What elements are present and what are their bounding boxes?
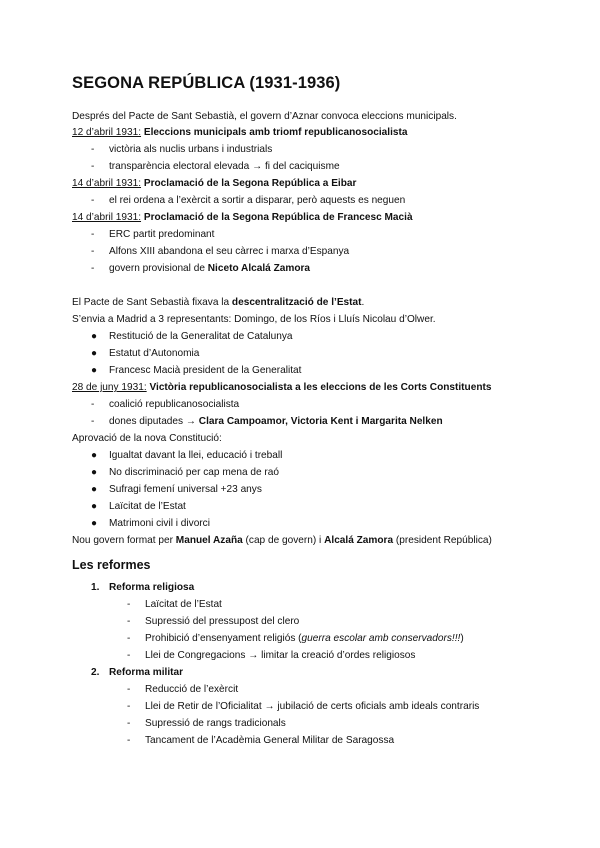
reforma-militar-title: Reforma militar (109, 667, 184, 678)
event-14-abril-eibar (72, 177, 356, 190)
list-number: 1. (91, 582, 100, 593)
event-28-juny (72, 381, 491, 394)
list-item: ERC partit predominant (109, 229, 215, 240)
dash-marker: - (91, 399, 95, 410)
constitucio-label: Aprovació de la nova Constitució: (72, 433, 222, 444)
event-12-abril (72, 126, 407, 139)
dash-marker: - (127, 701, 131, 712)
list-item: coalició republicanosocialista (109, 399, 240, 410)
pacte-text (72, 296, 364, 309)
event-title: Victòria republicanosocialista a les eleccions de les Corts Constituents (149, 382, 492, 393)
event-date: 12 d’abril 1931: (72, 127, 142, 138)
item-text: govern provisional de (109, 263, 208, 274)
list-item: Restitució de la Generalitat de Catalunya (109, 331, 293, 342)
item-suffix: ) (460, 633, 464, 644)
item-bold-text: Niceto Alcalá Zamora (207, 263, 311, 274)
bullet-marker: ● (91, 484, 98, 495)
list-number: 2. (91, 667, 100, 678)
dash-marker: - (127, 718, 131, 729)
item-bold-text: Clara Campoamor, Victoria Kent i Margarita Nelken (198, 416, 443, 427)
list-item: Llei de Retir de l’Oficialitat → jubilació de certs oficials amb ideals contraris (145, 701, 480, 712)
bullet-marker: ● (91, 467, 98, 478)
section-title-reformes: Les reformes (72, 558, 151, 572)
list-item: Sufragi femení universal +23 anys (109, 484, 262, 495)
event-title: Proclamació de la Segona República a Eibar (143, 178, 357, 189)
dash-marker: - (91, 161, 95, 172)
list-item (145, 632, 464, 645)
dash-marker: - (127, 633, 131, 644)
list-item: Alfons XIII abandona el seu càrrec i marxa d’Espanya (109, 246, 350, 257)
list-item: Supressió de rangs tradicionals (145, 718, 286, 729)
bullet-marker: ● (91, 501, 98, 512)
dash-marker: - (91, 229, 95, 240)
govern-azana: Manuel Azaña (175, 535, 243, 546)
item-text: Prohibició d’ensenyament religiós ( (145, 633, 302, 644)
event-date: 28 de juny 1931: (72, 382, 147, 393)
page-title: SEGONA REPÚBLICA (1931-1936) (72, 74, 341, 92)
reforma-religiosa-title: Reforma religiosa (109, 582, 195, 593)
list-item: victòria als nuclis urbans i industrials (109, 144, 273, 155)
bullet-marker: ● (91, 450, 98, 461)
pacte-bold: descentralització de l’Estat (231, 297, 362, 308)
intro-text: Després del Pacte de Sant Sebastià, el govern d’Aznar convoca eleccions municipals. (72, 111, 457, 122)
list-item (109, 415, 443, 428)
dash-marker: - (91, 246, 95, 257)
govern-mid: (cap de govern) i (242, 535, 325, 546)
bullet-marker: ● (91, 331, 98, 342)
list-item: Laïcitat de l’Estat (109, 501, 186, 512)
list-item: transparència electoral elevada → fi del caciquisme (109, 161, 340, 172)
list-item: Tancament de l’Acadèmia General Militar de Saragossa (145, 735, 395, 746)
event-14-abril-macia (72, 211, 413, 224)
dash-marker: - (127, 735, 131, 746)
dash-marker: - (127, 616, 131, 627)
list-item: No discriminació per cap mena de raó (109, 467, 279, 478)
list-item (109, 262, 310, 275)
event-date: 14 d’abril 1931: (72, 212, 142, 223)
list-item: Francesc Macià president de la Generalitat (109, 365, 302, 376)
dash-marker: - (91, 144, 95, 155)
list-item: Llei de Congregacions → limitar la creació d’ordes religiosos (145, 650, 416, 661)
govern-text (72, 534, 492, 547)
list-item: Supressió del pressupost del clero (145, 616, 300, 627)
govern-suffix: (president República) (393, 535, 492, 546)
list-item: Laïcitat de l’Estat (145, 599, 222, 610)
item-text: dones diputades → (109, 416, 199, 427)
bullet-marker: ● (91, 348, 98, 359)
govern-zamora: Alcalá Zamora (324, 535, 394, 546)
dash-marker: - (91, 416, 95, 427)
dash-marker: - (91, 195, 95, 206)
pacte-suffix: . (361, 297, 365, 308)
dash-marker: - (127, 650, 131, 661)
list-item: Reducció de l’exèrcit (145, 684, 239, 695)
list-item: Igualtat davant la llei, educació i treball (109, 450, 283, 461)
event-date: 14 d’abril 1931: (72, 178, 142, 189)
event-title: Eleccions municipals amb triomf republicanosocialista (143, 127, 408, 138)
dash-marker: - (91, 263, 95, 274)
bullet-marker: ● (91, 518, 98, 529)
dash-marker: - (127, 684, 131, 695)
list-item: Estatut d’Autonomia (109, 348, 200, 359)
govern-prefix: Nou govern format per (72, 535, 176, 546)
pacte-prefix: El Pacte de Sant Sebastià fixava la (72, 297, 232, 308)
dash-marker: - (127, 599, 131, 610)
bullet-marker: ● (91, 365, 98, 376)
madrid-text: S’envia a Madrid a 3 representants: Domingo, de los Ríos i Lluís Nicolau d’Olwer. (72, 314, 436, 325)
event-title: Proclamació de la Segona República de Francesc Macià (143, 212, 413, 223)
list-item: Matrimoni civil i divorci (109, 518, 210, 529)
list-item: el rei ordena a l’exèrcit a sortir a disparar, però aquests es neguen (109, 195, 406, 206)
item-italic-text: guerra escolar amb conservadors!!! (301, 633, 461, 644)
